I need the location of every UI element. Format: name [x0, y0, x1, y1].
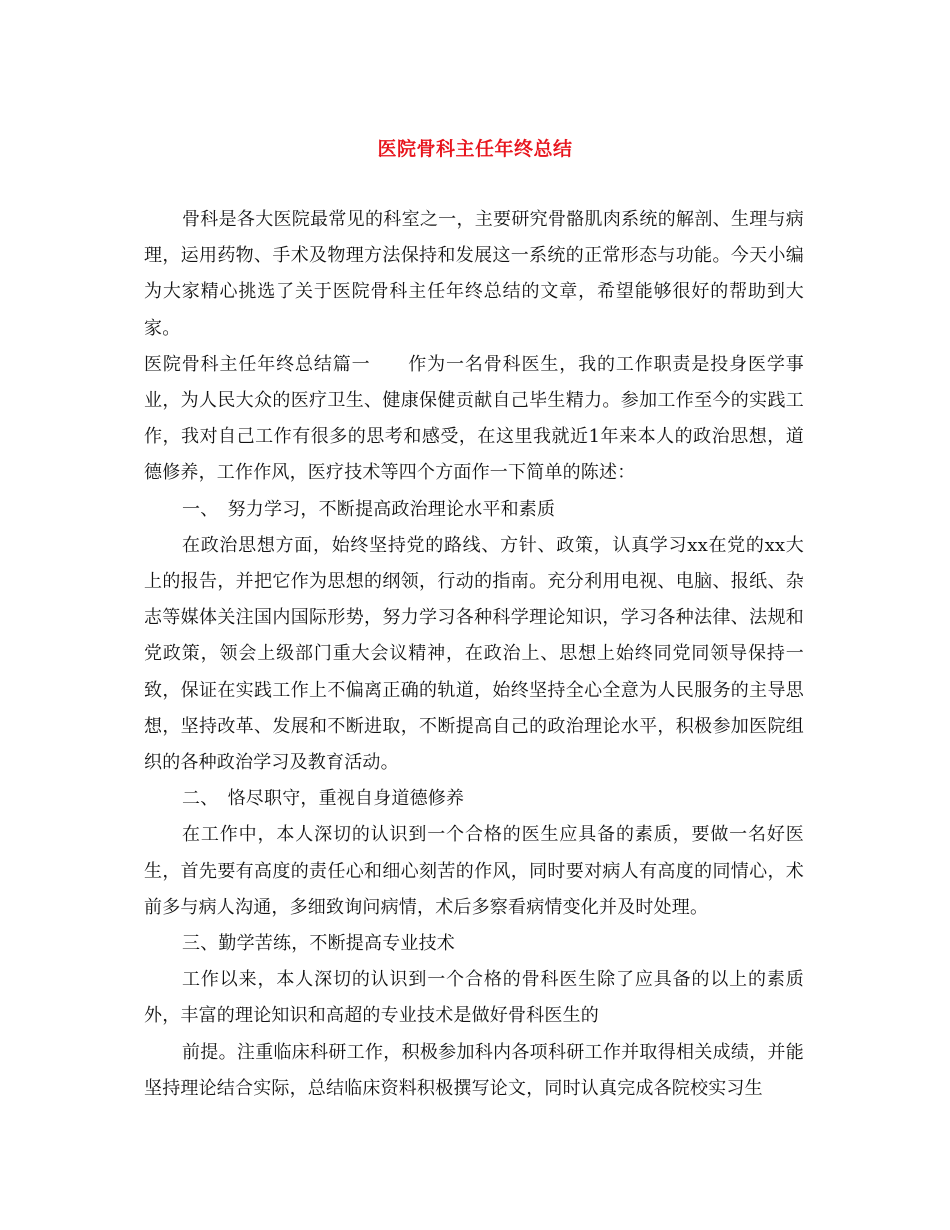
document-title: 医院骨科主任年终总结 — [377, 138, 573, 160]
research-paragraph: 前提。注重临床科研工作，积极参加科内各项科研工作并取得相关成绩，并能坚持理论结合实际，总结临床资料积极撰写论文，同时认真完成各院校实习生 — [144, 1041, 804, 1099]
professional-skill-paragraph: 工作以来，本人深切的认识到一个合格的骨科医生除了应具备的以上的素质外，丰富的理论知识和高超的专业技术是做好骨科医生的 — [144, 969, 804, 1027]
intro-paragraph: 骨科是各大医院最常见的科室之一，主要研究骨骼肌肉系统的解剖、生理与病理，运用药物、手术及物理方法保持和发展这一系统的正常形态与功能。今天小编为大家精心挑选了关于医院骨科主任年终总结的文章，希望能够很好的帮助到大家。 — [144, 209, 804, 339]
section-heading-1: 一、 努力学习，不断提高政治理论水平和素质 — [182, 498, 556, 520]
section-heading-3: 三、勤学苦练，不断提高专业技术 — [182, 933, 455, 955]
section-heading-2: 二、 恪尽职守，重视自身道德修养 — [182, 788, 465, 810]
political-thought-paragraph: 在政治思想方面，始终坚持党的路线、方针、政策，认真学习xx在党的xx大上的报告，并把它作为思想的纲领，行动的指南。充分利用电视、电脑、报纸、杂志等媒体关注国内国际形势，努力学习各种科学理论知识，学习各种法律、法规和党政策，领会上级部门重大会议精神，在政治上、思想上始终同党同领导保持一致，保证在实践工作上不偏离正确的轨道，始终坚持全心全意为人民服务的主导思想，坚持改革、发展和不断进取，不断提高自己的政治理论水平，积极参加医院组织的各种政治学习及教育活动。 — [144, 534, 804, 774]
document-body — [144, 202, 804, 1107]
ethics-paragraph: 在工作中，本人深切的认识到一个合格的医生应具备的素质，要做一名好医生，首先要有高度的责任心和细心刻苦的作风，同时要对病人有高度的同情心，术前多与病人沟通，多细致询问病情，术后多察看病情变化并及时处理。 — [144, 824, 804, 918]
section-one-intro-paragraph: 医院骨科主任年终总结篇一 作为一名骨科医生，我的工作职责是投身医学事业，为人民大众的医疗卫生、健康保健贡献自己毕生精力。参加工作至今的实践工作，我对自己工作有很多的思考和感受，在这里我就近1年来本人的政治思想，道德修养，工作作风，医疗技术等四个方面作一下简单的陈述： — [144, 353, 804, 484]
